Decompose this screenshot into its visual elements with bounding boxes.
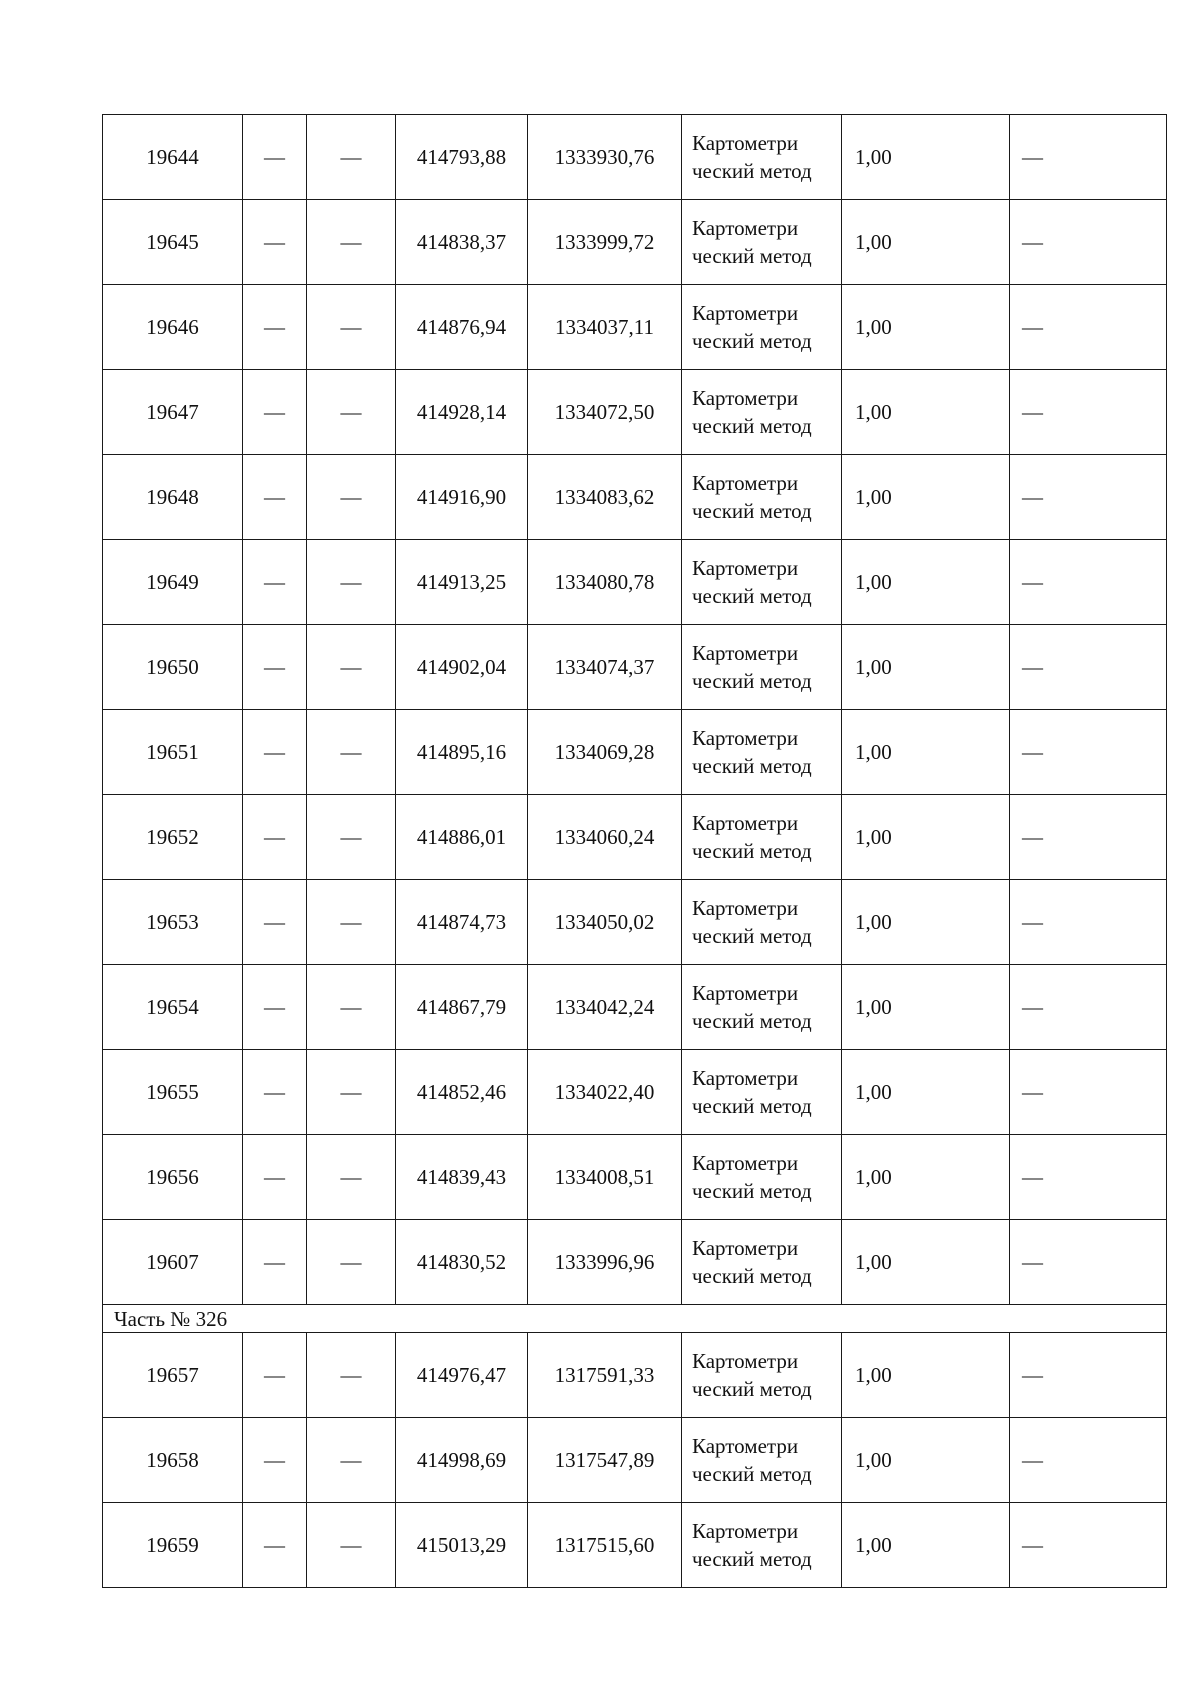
coordinate-x-cell: 414876,94 — [396, 285, 528, 370]
empty-cell: — — [307, 455, 396, 540]
description-cell: — — [1010, 285, 1167, 370]
coordinate-y-cell: 1334060,24 — [528, 795, 682, 880]
empty-cell: — — [243, 115, 307, 200]
method-cell: Картометри ческий метод — [682, 795, 842, 880]
accuracy-cell: 1,00 — [842, 1135, 1010, 1220]
table-row — [103, 1135, 1167, 1220]
coordinate-y-cell: 1334072,50 — [528, 370, 682, 455]
table-row — [103, 880, 1167, 965]
table-row — [103, 1050, 1167, 1135]
empty-cell: — — [307, 1333, 396, 1418]
description-cell: — — [1010, 1050, 1167, 1135]
accuracy-cell: 1,00 — [842, 370, 1010, 455]
empty-cell: — — [307, 370, 396, 455]
empty-cell: — — [307, 540, 396, 625]
section-label: Часть № 326 — [103, 1305, 1167, 1333]
empty-cell: — — [243, 795, 307, 880]
method-cell: Картометри ческий метод — [682, 455, 842, 540]
description-cell: — — [1010, 795, 1167, 880]
coordinate-y-cell: 1317591,33 — [528, 1333, 682, 1418]
method-cell: Картометри ческий метод — [682, 1050, 842, 1135]
method-cell: Картометри ческий метод — [682, 1220, 842, 1305]
accuracy-cell: 1,00 — [842, 1050, 1010, 1135]
table-row — [103, 1418, 1167, 1503]
coordinate-x-cell: 414916,90 — [396, 455, 528, 540]
coordinate-y-cell: 1333996,96 — [528, 1220, 682, 1305]
method-cell: Картометри ческий метод — [682, 200, 842, 285]
point-number-cell: 19659 — [103, 1503, 243, 1588]
empty-cell: — — [243, 1135, 307, 1220]
accuracy-cell: 1,00 — [842, 200, 1010, 285]
method-cell: Картометри ческий метод — [682, 625, 842, 710]
table-row — [103, 1333, 1167, 1418]
table-row — [103, 115, 1167, 200]
empty-cell: — — [243, 540, 307, 625]
description-cell: — — [1010, 115, 1167, 200]
description-cell: — — [1010, 370, 1167, 455]
empty-cell: — — [243, 370, 307, 455]
coordinate-x-cell: 414838,37 — [396, 200, 528, 285]
coordinate-y-cell: 1334083,62 — [528, 455, 682, 540]
coordinate-x-cell: 414793,88 — [396, 115, 528, 200]
coordinate-x-cell: 414902,04 — [396, 625, 528, 710]
empty-cell: — — [243, 455, 307, 540]
coordinate-x-cell: 414928,14 — [396, 370, 528, 455]
table-row — [103, 285, 1167, 370]
empty-cell: — — [243, 625, 307, 710]
coordinate-x-cell: 415013,29 — [396, 1503, 528, 1588]
coordinate-y-cell: 1333930,76 — [528, 115, 682, 200]
point-number-cell: 19654 — [103, 965, 243, 1050]
description-cell: — — [1010, 455, 1167, 540]
table-body — [103, 115, 1167, 1588]
coordinate-x-cell: 414998,69 — [396, 1418, 528, 1503]
empty-cell: — — [307, 285, 396, 370]
coordinate-y-cell: 1334008,51 — [528, 1135, 682, 1220]
accuracy-cell: 1,00 — [842, 1503, 1010, 1588]
description-cell: — — [1010, 710, 1167, 795]
point-number-cell: 19651 — [103, 710, 243, 795]
empty-cell: — — [243, 1333, 307, 1418]
description-cell: — — [1010, 1418, 1167, 1503]
description-cell: — — [1010, 625, 1167, 710]
method-cell: Картометри ческий метод — [682, 370, 842, 455]
method-cell: Картометри ческий метод — [682, 1418, 842, 1503]
table-row — [103, 540, 1167, 625]
empty-cell: — — [243, 710, 307, 795]
table-row — [103, 625, 1167, 710]
empty-cell: — — [307, 1135, 396, 1220]
empty-cell: — — [243, 285, 307, 370]
empty-cell: — — [243, 880, 307, 965]
empty-cell: — — [307, 1418, 396, 1503]
accuracy-cell: 1,00 — [842, 1333, 1010, 1418]
coordinate-x-cell: 414886,01 — [396, 795, 528, 880]
point-number-cell: 19648 — [103, 455, 243, 540]
coordinate-y-cell: 1317515,60 — [528, 1503, 682, 1588]
point-number-cell: 19656 — [103, 1135, 243, 1220]
table-row — [103, 1220, 1167, 1305]
point-number-cell: 19647 — [103, 370, 243, 455]
section-row — [103, 1305, 1167, 1333]
accuracy-cell: 1,00 — [842, 795, 1010, 880]
description-cell: — — [1010, 200, 1167, 285]
coordinate-x-cell: 414839,43 — [396, 1135, 528, 1220]
coordinate-y-cell: 1334069,28 — [528, 710, 682, 795]
coordinate-x-cell: 414895,16 — [396, 710, 528, 795]
coordinate-x-cell: 414852,46 — [396, 1050, 528, 1135]
description-cell: — — [1010, 965, 1167, 1050]
point-number-cell: 19645 — [103, 200, 243, 285]
empty-cell: — — [307, 1050, 396, 1135]
point-number-cell: 19644 — [103, 115, 243, 200]
accuracy-cell: 1,00 — [842, 880, 1010, 965]
table-row — [103, 455, 1167, 540]
description-cell: — — [1010, 1503, 1167, 1588]
point-number-cell: 19607 — [103, 1220, 243, 1305]
point-number-cell: 19650 — [103, 625, 243, 710]
method-cell: Картометри ческий метод — [682, 540, 842, 625]
method-cell: Картометри ческий метод — [682, 115, 842, 200]
coordinates-table — [102, 114, 1167, 1588]
empty-cell: — — [307, 115, 396, 200]
description-cell: — — [1010, 880, 1167, 965]
coordinate-x-cell: 414874,73 — [396, 880, 528, 965]
table-row — [103, 710, 1167, 795]
description-cell: — — [1010, 1220, 1167, 1305]
empty-cell: — — [307, 965, 396, 1050]
accuracy-cell: 1,00 — [842, 625, 1010, 710]
table-row — [103, 965, 1167, 1050]
accuracy-cell: 1,00 — [842, 1418, 1010, 1503]
description-cell: — — [1010, 540, 1167, 625]
empty-cell: — — [243, 1503, 307, 1588]
empty-cell: — — [243, 1418, 307, 1503]
coordinate-y-cell: 1334037,11 — [528, 285, 682, 370]
empty-cell: — — [243, 1220, 307, 1305]
empty-cell: — — [307, 1220, 396, 1305]
accuracy-cell: 1,00 — [842, 115, 1010, 200]
point-number-cell: 19646 — [103, 285, 243, 370]
accuracy-cell: 1,00 — [842, 285, 1010, 370]
coordinate-x-cell: 414913,25 — [396, 540, 528, 625]
table-row — [103, 200, 1167, 285]
coordinate-y-cell: 1334050,02 — [528, 880, 682, 965]
table-row — [103, 1503, 1167, 1588]
method-cell: Картометри ческий метод — [682, 965, 842, 1050]
method-cell: Картометри ческий метод — [682, 1135, 842, 1220]
table-row — [103, 370, 1167, 455]
coordinate-y-cell: 1334042,24 — [528, 965, 682, 1050]
method-cell: Картометри ческий метод — [682, 1333, 842, 1418]
empty-cell: — — [243, 965, 307, 1050]
empty-cell: — — [307, 1503, 396, 1588]
empty-cell: — — [243, 200, 307, 285]
coordinate-y-cell: 1334080,78 — [528, 540, 682, 625]
empty-cell: — — [307, 880, 396, 965]
point-number-cell: 19652 — [103, 795, 243, 880]
accuracy-cell: 1,00 — [842, 455, 1010, 540]
point-number-cell: 19658 — [103, 1418, 243, 1503]
accuracy-cell: 1,00 — [842, 1220, 1010, 1305]
coordinate-y-cell: 1334022,40 — [528, 1050, 682, 1135]
empty-cell: — — [307, 200, 396, 285]
coordinate-x-cell: 414867,79 — [396, 965, 528, 1050]
coordinate-x-cell: 414976,47 — [396, 1333, 528, 1418]
description-cell: — — [1010, 1333, 1167, 1418]
empty-cell: — — [307, 795, 396, 880]
empty-cell: — — [243, 1050, 307, 1135]
table-row — [103, 795, 1167, 880]
coordinate-x-cell: 414830,52 — [396, 1220, 528, 1305]
point-number-cell: 19657 — [103, 1333, 243, 1418]
empty-cell: — — [307, 625, 396, 710]
point-number-cell: 19653 — [103, 880, 243, 965]
point-number-cell: 19655 — [103, 1050, 243, 1135]
accuracy-cell: 1,00 — [842, 965, 1010, 1050]
coordinate-y-cell: 1317547,89 — [528, 1418, 682, 1503]
coordinate-y-cell: 1333999,72 — [528, 200, 682, 285]
description-cell: — — [1010, 1135, 1167, 1220]
empty-cell: — — [307, 710, 396, 795]
method-cell: Картометри ческий метод — [682, 880, 842, 965]
accuracy-cell: 1,00 — [842, 540, 1010, 625]
point-number-cell: 19649 — [103, 540, 243, 625]
coordinate-y-cell: 1334074,37 — [528, 625, 682, 710]
method-cell: Картометри ческий метод — [682, 710, 842, 795]
accuracy-cell: 1,00 — [842, 710, 1010, 795]
method-cell: Картометри ческий метод — [682, 285, 842, 370]
method-cell: Картометри ческий метод — [682, 1503, 842, 1588]
